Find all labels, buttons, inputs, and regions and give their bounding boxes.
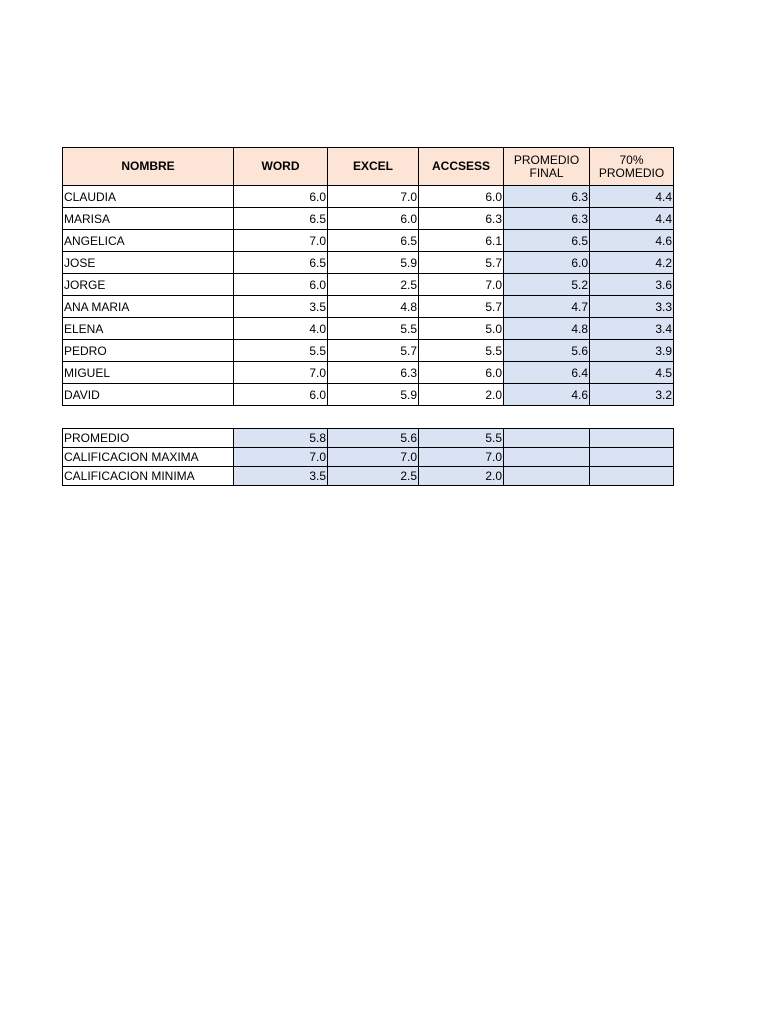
promedio-final-cell[interactable]: 6.4 bbox=[504, 362, 590, 384]
promedio-70-cell[interactable]: 3.6 bbox=[590, 274, 674, 296]
student-name-cell[interactable]: MARISA bbox=[63, 208, 234, 230]
header-excel[interactable]: EXCEL bbox=[328, 148, 419, 186]
table-row bbox=[63, 274, 674, 296]
header-70-promedio[interactable]: 70% PROMEDIO bbox=[590, 148, 674, 186]
promedio-70-cell[interactable]: 3.9 bbox=[590, 340, 674, 362]
summary-empty-cell[interactable] bbox=[504, 448, 590, 467]
student-name-cell[interactable]: DAVID bbox=[63, 384, 234, 406]
accsess-grade-cell[interactable]: 5.5 bbox=[419, 340, 504, 362]
word-grade-cell[interactable]: 6.0 bbox=[234, 384, 328, 406]
excel-grade-cell[interactable]: 2.5 bbox=[328, 274, 419, 296]
table-row bbox=[63, 318, 674, 340]
accsess-grade-cell[interactable]: 2.0 bbox=[419, 384, 504, 406]
summary-accsess-cell[interactable]: 2.0 bbox=[419, 467, 504, 486]
summary-excel-cell[interactable]: 7.0 bbox=[328, 448, 419, 467]
student-name-cell[interactable]: MIGUEL bbox=[63, 362, 234, 384]
header-nombre[interactable]: NOMBRE bbox=[63, 148, 234, 186]
summary-empty-cell[interactable] bbox=[590, 429, 674, 448]
excel-grade-cell[interactable]: 6.3 bbox=[328, 362, 419, 384]
word-grade-cell[interactable]: 6.0 bbox=[234, 274, 328, 296]
header-accsess[interactable]: ACCSESS bbox=[419, 148, 504, 186]
accsess-grade-cell[interactable]: 6.0 bbox=[419, 362, 504, 384]
header-promedio-final[interactable]: PROMEDIO FINAL bbox=[504, 148, 590, 186]
accsess-grade-cell[interactable]: 5.7 bbox=[419, 296, 504, 318]
summary-empty-cell[interactable] bbox=[504, 467, 590, 486]
promedio-70-cell[interactable]: 4.5 bbox=[590, 362, 674, 384]
promedio-final-cell[interactable]: 4.7 bbox=[504, 296, 590, 318]
promedio-final-cell[interactable]: 5.2 bbox=[504, 274, 590, 296]
promedio-70-cell[interactable]: 4.2 bbox=[590, 252, 674, 274]
promedio-70-cell[interactable]: 4.6 bbox=[590, 230, 674, 252]
accsess-grade-cell[interactable]: 5.0 bbox=[419, 318, 504, 340]
word-grade-cell[interactable]: 3.5 bbox=[234, 296, 328, 318]
summary-label-cell[interactable]: PROMEDIO bbox=[63, 429, 234, 448]
student-name-cell[interactable]: ANA MARIA bbox=[63, 296, 234, 318]
accsess-grade-cell[interactable]: 6.3 bbox=[419, 208, 504, 230]
table-row bbox=[63, 340, 674, 362]
accsess-grade-cell[interactable]: 7.0 bbox=[419, 274, 504, 296]
promedio-70-cell[interactable]: 3.4 bbox=[590, 318, 674, 340]
summary-table bbox=[62, 428, 674, 486]
header-row bbox=[63, 148, 674, 186]
word-grade-cell[interactable]: 6.5 bbox=[234, 208, 328, 230]
student-name-cell[interactable]: JORGE bbox=[63, 274, 234, 296]
excel-grade-cell[interactable]: 5.7 bbox=[328, 340, 419, 362]
table-row bbox=[63, 384, 674, 406]
summary-word-cell[interactable]: 7.0 bbox=[234, 448, 328, 467]
excel-grade-cell[interactable]: 4.8 bbox=[328, 296, 419, 318]
excel-grade-cell[interactable]: 5.9 bbox=[328, 384, 419, 406]
header-word[interactable]: WORD bbox=[234, 148, 328, 186]
table-row bbox=[63, 208, 674, 230]
word-grade-cell[interactable]: 7.0 bbox=[234, 362, 328, 384]
excel-grade-cell[interactable]: 7.0 bbox=[328, 186, 419, 208]
table-row bbox=[63, 230, 674, 252]
summary-excel-cell[interactable]: 5.6 bbox=[328, 429, 419, 448]
accsess-grade-cell[interactable]: 6.0 bbox=[419, 186, 504, 208]
promedio-final-cell[interactable]: 4.8 bbox=[504, 318, 590, 340]
summary-excel-cell[interactable]: 2.5 bbox=[328, 467, 419, 486]
summary-accsess-cell[interactable]: 5.5 bbox=[419, 429, 504, 448]
summary-row bbox=[63, 448, 674, 467]
student-name-cell[interactable]: CLAUDIA bbox=[63, 186, 234, 208]
promedio-final-cell[interactable]: 6.5 bbox=[504, 230, 590, 252]
accsess-grade-cell[interactable]: 5.7 bbox=[419, 252, 504, 274]
word-grade-cell[interactable]: 5.5 bbox=[234, 340, 328, 362]
word-grade-cell[interactable]: 6.5 bbox=[234, 252, 328, 274]
summary-empty-cell[interactable] bbox=[590, 467, 674, 486]
table-row bbox=[63, 252, 674, 274]
table-row bbox=[63, 296, 674, 318]
word-grade-cell[interactable]: 7.0 bbox=[234, 230, 328, 252]
word-grade-cell[interactable]: 6.0 bbox=[234, 186, 328, 208]
excel-grade-cell[interactable]: 5.9 bbox=[328, 252, 419, 274]
student-name-cell[interactable]: ELENA bbox=[63, 318, 234, 340]
student-name-cell[interactable]: PEDRO bbox=[63, 340, 234, 362]
promedio-final-cell[interactable]: 6.3 bbox=[504, 186, 590, 208]
word-grade-cell[interactable]: 4.0 bbox=[234, 318, 328, 340]
table-row bbox=[63, 186, 674, 208]
summary-word-cell[interactable]: 5.8 bbox=[234, 429, 328, 448]
promedio-final-cell[interactable]: 5.6 bbox=[504, 340, 590, 362]
promedio-70-cell[interactable]: 4.4 bbox=[590, 186, 674, 208]
excel-grade-cell[interactable]: 5.5 bbox=[328, 318, 419, 340]
summary-accsess-cell[interactable]: 7.0 bbox=[419, 448, 504, 467]
summary-row bbox=[63, 429, 674, 448]
table-row bbox=[63, 362, 674, 384]
grades-table bbox=[62, 147, 674, 406]
summary-empty-cell[interactable] bbox=[504, 429, 590, 448]
student-name-cell[interactable]: ANGELICA bbox=[63, 230, 234, 252]
promedio-final-cell[interactable]: 6.0 bbox=[504, 252, 590, 274]
summary-row bbox=[63, 467, 674, 486]
summary-empty-cell[interactable] bbox=[590, 448, 674, 467]
promedio-70-cell[interactable]: 3.2 bbox=[590, 384, 674, 406]
promedio-final-cell[interactable]: 4.6 bbox=[504, 384, 590, 406]
summary-word-cell[interactable]: 3.5 bbox=[234, 467, 328, 486]
promedio-70-cell[interactable]: 4.4 bbox=[590, 208, 674, 230]
summary-label-cell[interactable]: CALIFICACION MINIMA bbox=[63, 467, 234, 486]
excel-grade-cell[interactable]: 6.5 bbox=[328, 230, 419, 252]
promedio-final-cell[interactable]: 6.3 bbox=[504, 208, 590, 230]
student-name-cell[interactable]: JOSE bbox=[63, 252, 234, 274]
summary-label-cell[interactable]: CALIFICACION MAXIMA bbox=[63, 448, 234, 467]
excel-grade-cell[interactable]: 6.0 bbox=[328, 208, 419, 230]
accsess-grade-cell[interactable]: 6.1 bbox=[419, 230, 504, 252]
promedio-70-cell[interactable]: 3.3 bbox=[590, 296, 674, 318]
